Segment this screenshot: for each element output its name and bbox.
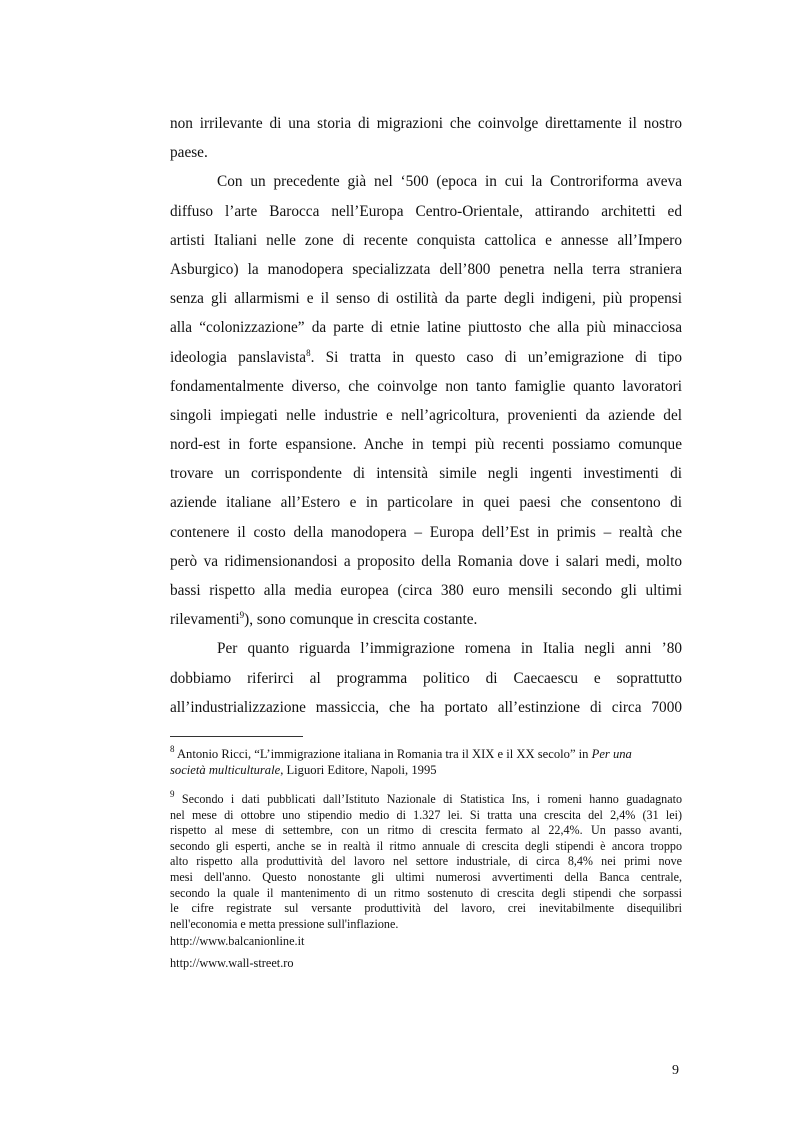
- paragraph-3: [170, 634, 682, 722]
- footnote-text: , Liguori Editore, Napoli, 1995: [280, 763, 437, 777]
- footnote-separator: [170, 736, 303, 737]
- text-line: Per quanto riguarda l’immigrazione romena in Italia negli anni ’80: [217, 640, 682, 658]
- text-fragment: ), sono comunque in crescita costante.: [244, 611, 478, 629]
- footnote-text: Antonio Ricci, “L’immigrazione italiana in Romania tra il XIX e il XX secolo” in: [174, 747, 592, 761]
- footnote-line: le cifre registrate sul versante produttività del lavoro, crei inevitabilmente disequilibri: [170, 901, 682, 916]
- text-line: Con un precedente già nel ‘500 (epoca in cui la Controriforma aveva: [217, 173, 682, 191]
- paragraph-2: [170, 167, 682, 634]
- footnote-line: secondo gli esperti, anche se in realtà il ritmo annuale di crescita degli stipendi è ancora troppo: [170, 838, 682, 853]
- text-line: fondamentalmente diverso, che coinvolge non tanto famiglie quanto lavoratori: [170, 377, 682, 395]
- text-line: [170, 343, 682, 372]
- text-line: all’industrializzazione massiccia, che ha portato all’estinzione di circa 7000: [170, 698, 682, 716]
- text-line: diffuso l’arte Barocca nell’Europa Centro-Orientale, attirando architetti ed: [170, 202, 682, 220]
- paragraph-1: [170, 109, 682, 167]
- footnote-line: mesi dell'anno. Questo nonostante gli ultimi numerosi avvertimenti della Banca centrale,: [170, 869, 682, 884]
- footnote-line: nell'economia e metta pressione sull'inflazione.: [170, 916, 399, 931]
- text-fragment: rilevamenti: [170, 611, 240, 629]
- footnote-marker: 8: [170, 744, 175, 754]
- footnote-marker: 9: [170, 789, 175, 799]
- text-line: senza gli allarmismi e il senso di ostilità da parte degli indigeni, più propensi: [170, 290, 682, 308]
- text-line: trovare un corrispondente di intensità simile negli ingenti investimenti di: [170, 465, 682, 483]
- footnote-9: [170, 789, 682, 932]
- link-balcanionline[interactable]: http://www.balcanionline.it: [170, 934, 305, 948]
- footnote-line: alto rispetto alla produttività del lavoro nel settore industriale, di circa 8,4% nei primi nove: [170, 854, 682, 869]
- text-line: nord-est in forte espansione. Anche in tempi più recenti possiamo comunque: [170, 436, 682, 454]
- footnote-line: secondo la quale il mantenimento di un ritmo sostenuto di crescita degli stipendi che sorpassi: [170, 885, 682, 900]
- text-line: alla “colonizzazione” da parte di etnie latine piuttosto che alla più minacciosa: [170, 319, 682, 337]
- text-line: artisti Italiani nelle zone di recente conquista cattolica e annesse all’Impero: [170, 231, 682, 249]
- footnote-text: Secondo i dati pubblicati dall’Istituto Nazionale di Statistica Ins, i romeni hanno guadagnato: [174, 792, 682, 806]
- footnote-title: Per una: [591, 747, 632, 761]
- text-fragment: . Si tratta in questo caso di un’emigrazione di tipo: [310, 348, 682, 366]
- footnote-line: rispetto al mese di settembre, con un ritmo di crescita fermato al 22,4%. Un passo avanti,: [170, 823, 682, 838]
- footnote-title: società multiculturale: [170, 763, 281, 777]
- link-wall-street[interactable]: http://www.wall-street.ro: [170, 956, 294, 970]
- main-text: [170, 109, 682, 722]
- text-line: [170, 605, 682, 634]
- footnote-line: [170, 746, 682, 762]
- footnote-line: [170, 762, 682, 778]
- text-line: singoli impiegati nelle industrie e nell’agricoltura, provenienti da aziende del: [170, 406, 682, 424]
- text-line: però va ridimensionandosi a proposito della Romania dove i salari medi, molto: [170, 552, 682, 570]
- text-line: non irrilevante di una storia di migrazioni che coinvolge direttamente il nostro: [170, 115, 682, 132]
- text-line: bassi rispetto alla media europea (circa 380 euro mensili secondo gli ultimi: [170, 582, 682, 599]
- text-line: Asburgico) la manodopera specializzata dell’800 penetra nella terra straniera: [170, 260, 682, 278]
- footnote-8: [170, 746, 682, 778]
- footnote-line: nel mese di ottobre uno stipendio medio di 1.327 lei. Si tratta una crescita del 2,4% (31 lei): [170, 807, 682, 822]
- text-fragment: ideologia panslavista: [170, 348, 307, 366]
- text-line: aziende italiane all’Estero e in particolare in quei paesi che consentono di: [170, 494, 682, 512]
- footnote-ref-8[interactable]: 8: [306, 347, 311, 358]
- footnote-ref-9[interactable]: 9: [239, 610, 245, 621]
- text-line: paese.: [170, 144, 208, 162]
- footnote-line: [170, 789, 682, 808]
- text-line: dobbiamo riferirci al programma politico di Caecaescu e soprattutto: [170, 669, 682, 687]
- page-number: 9: [672, 1063, 679, 1078]
- text-line: contenere il costo della manodopera – Europa dell’Est in primis – realtà che: [170, 523, 682, 541]
